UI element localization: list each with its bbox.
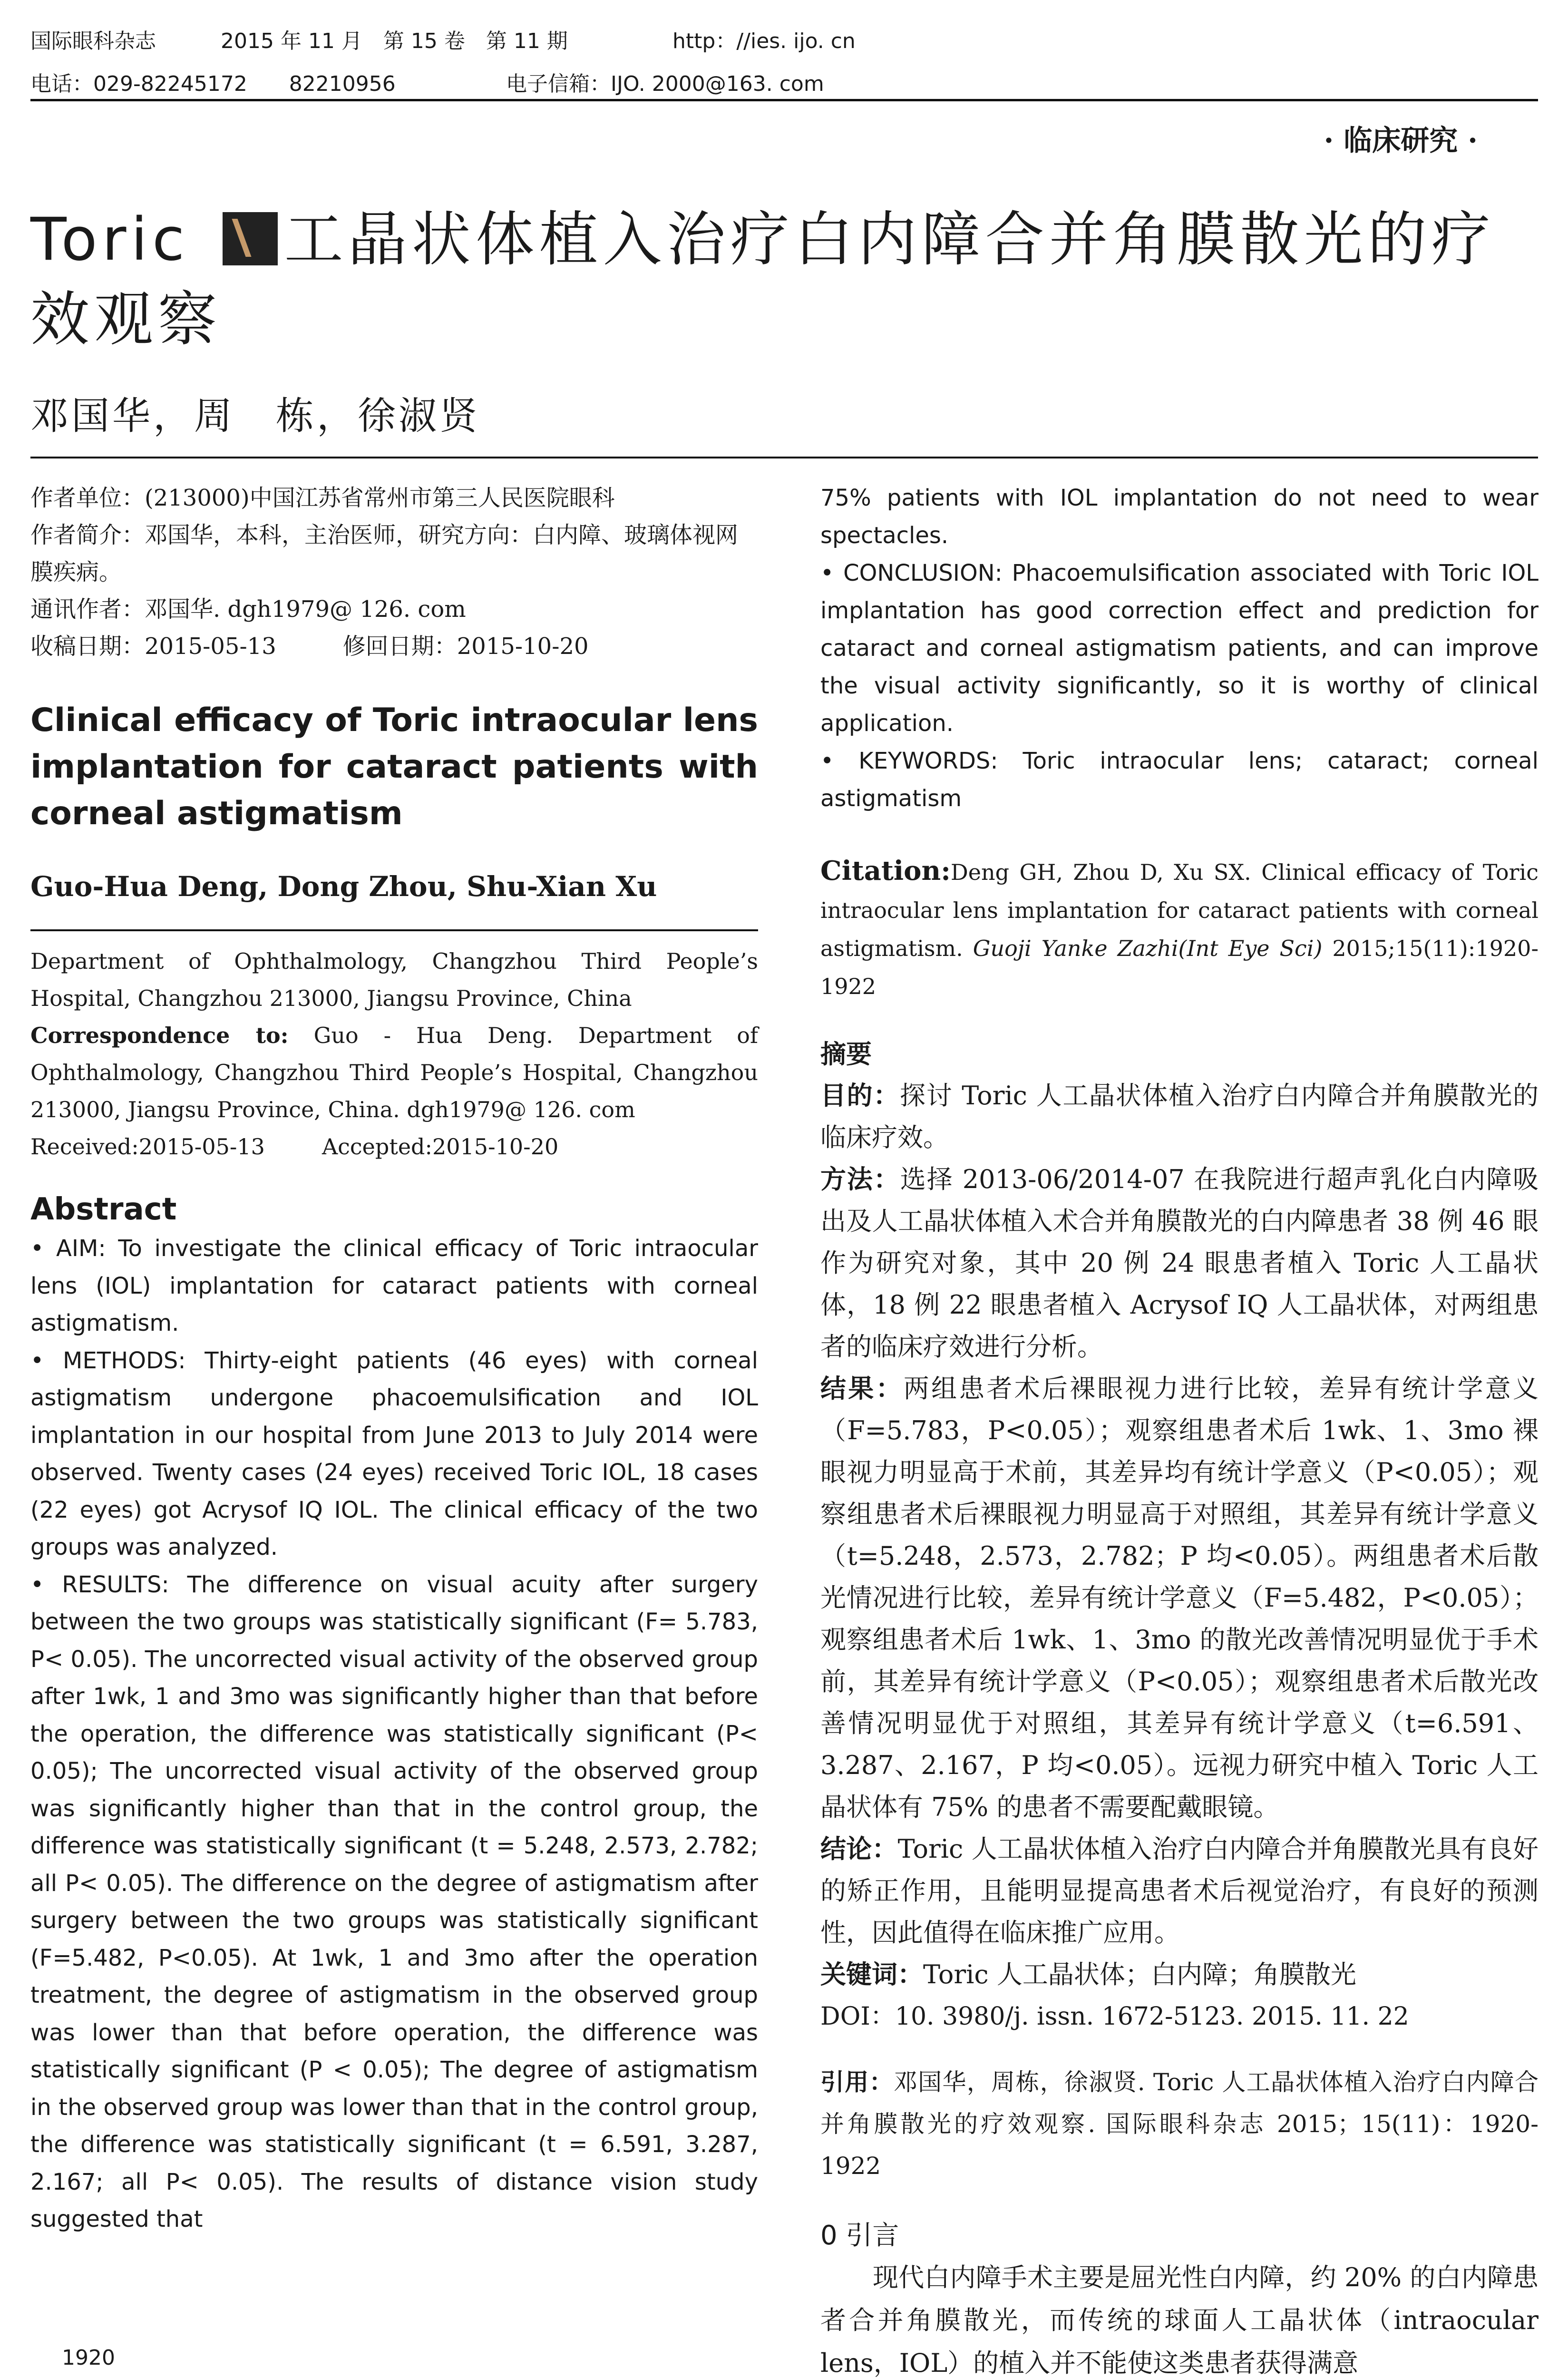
journal-url[interactable]: http：//ies. ijo. cn [672,29,856,53]
corresponding-author: 通讯作者：邓国华. dgh1979@ 126. com [30,596,466,623]
title-rule [30,457,1538,458]
chinese-conclusion-text: Toric 人工晶状体植入治疗白内障合并角膜散光具有良好的矫正作用，且能明显提高患者术后视觉治疗，有良好的预测性，因此值得在临床推广应用。 [820,1834,1539,1948]
correspondence [30,1017,758,1128]
title-character-image [223,212,278,265]
abstract-aim: • AIM: To investigate the clinical efficacy of Toric intraocular lens (IOL) implantation for cataract patients with corneal astigmatism. [30,1235,758,1336]
chinese-citation [820,2061,1539,2187]
journal-phone: 电话：029-82245172 82210956 [30,72,396,96]
dates-en [30,1128,758,1165]
chinese-keywords-text: Toric 人工晶状体；白内障；角膜散光 [923,1959,1356,1989]
title-part-2: 工晶状体植入治疗白内障合并角膜散光的疗效观察 [30,205,1495,354]
chinese-methods-text: 选择 2013-06/2014-07 在我院进行超声乳化白内障吸出及人工晶状体植入术合并角膜散光的白内障患者 38 例 46 眼作为研究对象，其中 20 例 24 眼患者植入 Toric 人工晶状体，18 例 22 眼患者植入 Acrysof IQ 人工晶状体，对两组患者的临床疗效进行分析。 [820,1164,1539,1362]
right-column [820,479,1539,2378]
introduction-heading: 0 引言 [820,2220,899,2251]
citation [820,852,1539,1005]
received-date-cn: 收稿日期：2015-05-13 [30,633,276,660]
author-unit: 作者单位：(213000)中国江苏省常州市第三人民医院眼科 [30,485,615,511]
chinese-results-text: 两组患者术后裸眼视力进行比较，差异有统计学意义（F=5.783，P<0.05）；观察组患者术后 1wk、1、3mo 裸眼视力明显高于术前，其差异均有统计学意义（P<0.05）；观察组患者术后裸眼视力明显高于对照组，其差异有统计学意义（t=5.248，2.573，2.782；P 均<0.05）。两组患者术后散光情况进行比较，差异有统计学意义（F=5.482，P<0.05）；观察组患者术后 1wk、1、3mo 的散光改善情况明显优于手术前，其差异有统计学意义（P<0.05）；观察组患者术后散光改善情况明显优于对照组，其差异有统计学意义（t=6.591、3.287、2.167，P 均<0.05）。远视力研究中植入 Toric 人工晶状体有 75% 的患者不需要配戴眼镜。 [820,1374,1539,1822]
revised-date-cn: 修回日期：2015-10-20 [342,633,589,660]
abstract-results-continued: 75% patients with IOL implantation do not need to wear spectacles. [820,485,1539,549]
abstract-heading: Abstract [30,1192,177,1227]
introduction-text: 现代白内障手术主要是屈光性白内障，约 20% 的白内障患者合并角膜散光，而传统的球面人工晶状体（intraocular lens，IOL）的植入并不能使这类患者获得满意 [820,2262,1539,2378]
author-bio: 作者简介：邓国华，本科，主治医师，研究方向：白内障、玻璃体视网膜疾病。 [30,522,739,585]
chinese-methods-label: 方法： [820,1164,900,1194]
correspondence-text: Guo - Hua Deng. Department of Ophthalmology, Changzhou Third People’s Hospital, Changzhou 213000, Jiangsu Province, China. dgh1979@ 126. com [30,1023,758,1122]
chinese-keywords-label: 关键词： [820,1959,923,1989]
article-title [30,200,1543,360]
english-title: Clinical efficacy of Toric intraocular lens implantation for cataract patients with corneal astigmatism [30,702,758,832]
abstract-keywords: • KEYWORDS: Toric intraocular lens; cataract; corneal astigmatism [820,748,1539,812]
citation-label: Citation: [820,855,951,887]
abstract-conclusion: • CONCLUSION: Phacoemulsification associated with Toric IOL implantation has good correction effect and prediction for cataract and corneal astigmatism patients, and can improve the visual activity significantly, so it is worthy of clinical application. [820,560,1539,737]
journal-issue: 2015 年 11 月 第 15 卷 第 11 期 [221,29,568,53]
citation-text: Deng GH, Zhou D, Xu SX. Clinical efficacy of Toric intraocular lens implantation for cataract patients with corneal astigmatism. [820,859,1539,961]
abstract-methods: • METHODS: Thirty-eight patients (46 eyes) with corneal astigmatism undergone phacoemulsification and IOL implantation in our hospital from June 2013 to July 2014 were observed. Twenty cases (24 eyes) received Toric IOL, 18 cases (22 eyes) got Acrysof IQ IOL. The clinical efficacy of the two groups was analyzed. [30,1347,758,1560]
chinese-conclusion-label: 结论： [820,1834,898,1864]
chinese-keywords [820,1954,1539,1996]
chinese-methods [820,1159,1539,1368]
citation-tail: 2015;15(11):1920-1922 [820,936,1539,999]
journal-name: 国际眼科杂志 [30,29,156,53]
chinese-citation-label: 引用： [820,2068,894,2096]
accepted-date-en: Accepted:2015-10-20 [321,1134,559,1160]
correspondence-label: Correspondence to: [30,1023,289,1048]
title-part-1: Toric [30,205,213,274]
dates-cn [30,628,758,665]
affiliation: Department of Ophthalmology, Changzhou Third People’s Hospital, Changzhou 213000, Jiangsu Province, China [30,948,758,1011]
citation-journal: Guoji Yanke Zazhi(Int Eye Sci) [973,936,1323,961]
chinese-abstract-heading: 摘要 [820,1039,872,1069]
section-label: · 临床研究 · [1324,124,1478,157]
authors-rule [30,929,758,931]
page-number: 1920 [62,2346,115,2370]
chinese-results-label: 结果： [820,1374,904,1403]
abstract-results: • RESULTS: The difference on visual acuity after surgery between the two groups was statistically significant (F= 5.783, P< 0.05). The uncorrected visual activity of the observed group after 1wk, 1 and 3mo was significantly higher than that before the operation, the difference was statistically significant (P< 0.05); The uncorrected visual activity of the observed group was significantly higher than that in the control group, the difference was statistically significant (t = 5.248, 2.573, 2.782; all P< 0.05). The difference on the degree of astigmatism after surgery between the two groups was statistically significant (F=5.482, P<0.05). At 1wk, 1 and 3mo after the operation treatment, the degree of astigmatism in the observed group was lower than that before operation, the difference was statistically significant (P < 0.05); The degree of astigmatism in the observed group was lower than that in the control group, the difference was statistically significant (t = 6.591, 3.287, 2.167; all P< 0.05). The results of distance vision study suggested that [30,1571,758,2232]
chinese-aim [820,1075,1539,1159]
doi[interactable]: DOI：10. 3980/j. issn. 1672-5123. 2015. 11. 22 [820,2002,1409,2031]
authors-chinese: 邓国华，周 栋，徐淑贤 [30,394,480,438]
header-rule [30,99,1538,101]
journal-email[interactable]: 电子信箱：IJO. 2000@163. com [506,72,824,96]
chinese-conclusion [820,1828,1539,1954]
left-column [30,479,758,2238]
english-authors: Guo-Hua Deng, Dong Zhou, Shu-Xian Xu [30,870,657,903]
received-date-en: Received:2015-05-13 [30,1134,265,1160]
chinese-aim-label: 目的： [820,1081,900,1111]
chinese-results [820,1368,1539,1828]
chinese-citation-text: 邓国华，周栋，徐淑贤. Toric 人工晶状体植入治疗白内障合并角膜散光的疗效观察. 国际眼科杂志 2015；15(11)：1920-1922 [820,2068,1539,2180]
chinese-aim-text: 探讨 Toric 人工晶状体植入治疗白内障合并角膜散光的临床疗效。 [820,1081,1539,1152]
